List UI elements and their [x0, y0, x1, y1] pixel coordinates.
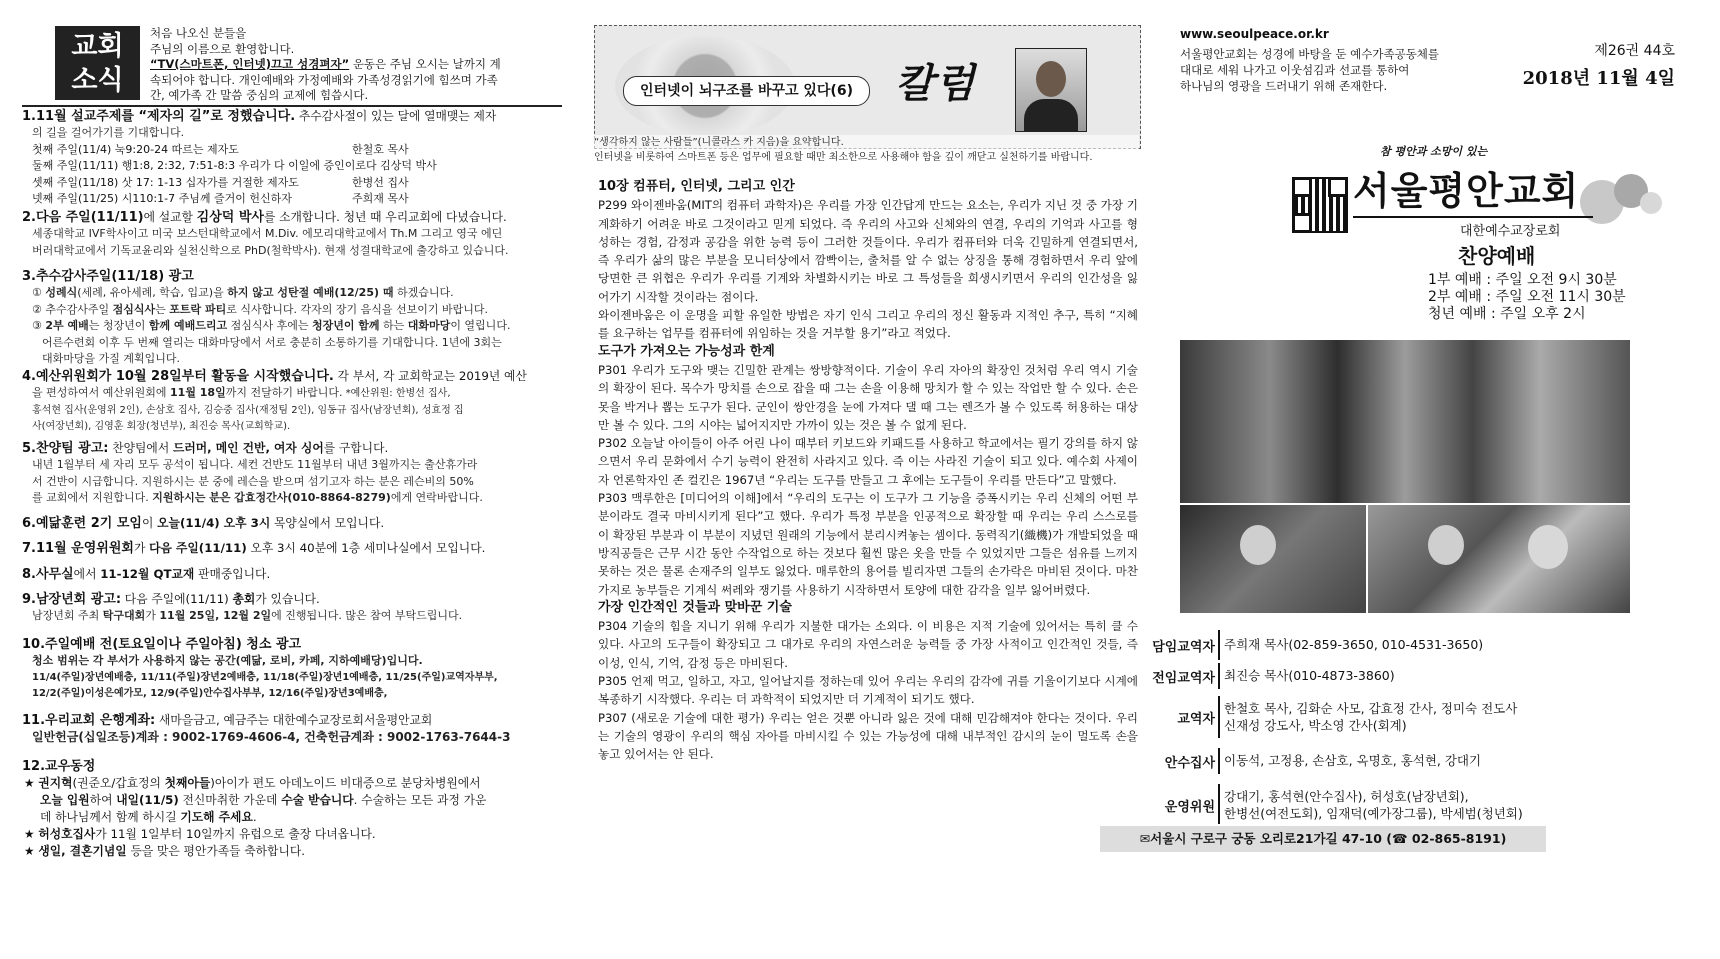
cover-panel [1139, 0, 1720, 959]
staff-row-committee: 운영위원 강대기, 홍석현(안수집사), 허성호(남장년회), 한병선(여전도회), 임재덕(예가장그룹), 박세범(청년회) [1180, 784, 1680, 824]
mission-statement: 서울평안교회는 성경에 바탕을 둔 예수가족공동체를 대대로 세워 나가고 이웃섬김과 선교를 통하여 하나님의 영광을 드러내기 위해 존재한다. [1180, 47, 1440, 93]
news-item-9: 9.남장년회 광고: 다음 주일에(11/11) 총회가 있습니다. 남장년회 주최 탁구대회가 11월 25일, 12월 2일에 진행됩니다. 많은 참여 부탁드립니다. [22, 592, 463, 622]
staff-divider [1218, 630, 1220, 660]
news-item-10: 10.주일예배 전(토요일이나 주일아침) 청소 광고 청소 범위는 각 부서가 사용하지 않는 공간(예닮, 로비, 카페, 지하예배당)입니다. 11/4(주일)장년예배층, 11/11(주일)장년2예배층, 11/18(주일)장년1예배층, 11/25(주일)교역자부부, 12/2(주일)이성은예가모, 12/9(주일)안수집사부부, 12/16(주일)장년3예배층, [22, 637, 498, 699]
news-item-11: 11.우리교회 은행계좌: 새마을금고, 예금주는 대한예수교장로회서울평안교회 일반헌금(십일조등)계좌 : 9002-1769-4606-4, 건축헌금계좌 : 9002-1763-7644-3 [22, 713, 511, 744]
column-article [598, 178, 1138, 764]
author-suit-shape [1024, 99, 1078, 131]
news-item-6: 6.예닮훈련 2기 모임이 오늘(11/4) 오후 3시 목양실에서 모입니다. [22, 516, 385, 531]
section-heading: 10장 컴퓨터, 인터넷, 그리고 인간 [598, 179, 795, 194]
section-heading: 도구가 가져오는 가능성과 한계 [598, 343, 775, 359]
welcome-message: 처음 나오신 분들을 주님의 이름으로 환영합니다. “TV(스마트폰, 인터넷)끄고 성경펴자” 운동은 주님 오시는 날까지 계 속되어야 합니다. 개인예배와 가정예배와 가족성경읽기에 힘쓰며 가족 간, 예가족 간 말씀 중심의 교제에 힘씁시다. [150, 26, 501, 102]
qr-code-icon [1292, 177, 1348, 233]
news-item-12: 12.교우동정 ★ 권지혁(권준오/갑효정의 첫째아들)아이가 편도 아데노이드 비대증으로 분당차병원에서 오늘 입원하여 내일(11/5) 전신마취한 가운데 수술 받습니다. 수술하는 모든 과정 가운 데 하나님께서 함께 하시길 기도해 주세요. ★ 허성호집사가 11월 1일부터 10일까지 유럽으로 출장 다녀옵니다. ★ 생일, 결혼기념일 등을 맞은 평안가족들 축하합니다. [22, 759, 487, 858]
staff-divider [1218, 748, 1220, 774]
prayer-photo-left [1180, 505, 1366, 613]
staff-row-deacons: 안수집사 이동석, 고정용, 손삼호, 옥명호, 홍석현, 강대기 [1180, 748, 1680, 774]
sermon-schedule: 첫째 주일(11/4) 눅9:20-24 따르는 제자도 한철호 목사 둘째 주일(11/11) 행1:8, 2:32, 7:51-8:3 우리가 다 이일에 증인이로다 김상덕 박사 셋째 주일(11/18) 삿 17: 1-13 십자가를 거절한 제자도 한병선 집사 넷째 주일(11/25) 시110:1-7 주님께 즐거이 헌신하자 주희재 목사 [32, 142, 437, 205]
column-panel [588, 0, 1144, 959]
staff-divider [1218, 663, 1220, 689]
news-item-1: 1.11월 설교주제를 “제자의 길”로 정했습니다. 추수감사절이 있는 달에 열매맺는 제자 의 길을 걸어가기를 기대합니다. 첫째 주일(11/4) 눅9:20-24 따르는 제자도 한철호 목사 둘째 주일(11/11) 행1:8, 2:32, 7:51-8:3 우리가 다 이일에 증인이로다 김상덕 박사 셋째 주일(11/18) 삿 17: 1-13 십자가를 거절한 제자도 한병선 집사 넷째 주일(11/25) 시110:1-7 주님께 즐거이 헌신하자 주희재 목사 [22, 108, 562, 208]
paragraph: P301 우리가 도구와 맺는 긴밀한 관계는 쌍방향적이다. 기술이 우리 자아의 확장인 것처럼 우리 역시 기술의 확장이 된다. 목수가 망치를 손으로 잡을 때 그는 손을 이용해 망치가 할 수 있는 작업만 할 수 있다. 손은 못을 박거나 뽑는 도구가 된다. 군인이 쌍안경을 눈에 가져다 댈 때 그는 렌즈가 볼 수 있도록 허용하는 대상만 볼 수 있다. 그의 시야는 넓어지지만 가까이 있는 것은 볼 수 없게 된다. [598, 362, 1138, 432]
logo-circles-icon [1580, 170, 1670, 230]
staff-divider [1218, 696, 1220, 738]
column-banner [594, 25, 1141, 149]
column-title: 칼럼 [895, 60, 977, 107]
website-url: www.seoulpeace.or.kr [1180, 27, 1329, 41]
paragraph: P304 기술의 힘을 지니기 위해 우리가 지불한 대가는 소외다. 이 비용은 지적 기술에 있어서는 특히 클 수 있다. 사고의 도구들이 확장되고 그 대가로 우리의 자연스러운 능력들 중 가장 사적이고 인간적인 것들, 즉 이성, 인식, 기억, 감정 등은 마비된다. [598, 619, 1138, 670]
staff-row-associate-pastor: 전임교역자 최진승 목사(010-4873-3860) [1180, 663, 1680, 689]
paragraph: P303 맥루한은 [미디어의 이해]에서 “우리의 도구는 이 도구가 그 기능을 증폭시키는 우리 신체의 어떤 부분이라도 결국 마비시키게 된다”고 했다. 우리가 특정 부분을 인공적으로 확장할 때 우리는 우리 스스로를 이 확장된 부분과 이 부분이 지녔던 원래의 기능에서 분리시켜놓는 셈이다. 동력직기(織機)가 개발되었을 때 방직공들은 근무 시간 동안 수작업으로 하는 것보다 훨씬 많은 옷을 만들 수 있었지만 그들은 섬유를 느끼지 못하는 것은 물론 손재주의 일부도 잃었다. 매루한의 용어를 빌리자면 그들의 손가락은 마비된 것이다. 마찬가지로 농부들은 기계식 써레와 쟁기를 사용하기 시작하면서 토양에 대한 감각을 일부 잃어버렸다. [598, 491, 1138, 597]
staff-divider [1218, 784, 1220, 824]
staff-row-ministers: 교역자 한철호 목사, 김화순 사모, 갑효정 간사, 정미숙 전도사 신재성 강도사, 박소영 간사(회계) [1180, 696, 1680, 738]
news-item-3: 3.추수감사주일(11/18) 광고 ① 성례식(세례, 유아세례, 학습, 입교)을 하지 않고 성탄절 예배(12/25) 때 하겠습니다. ② 추수감사주일 점심식사는 포트락 파티로 식사합니다. 각자의 장기 음식을 선보이기 바랍니다. ③ 2부 예배는 청장년이 함께 예배드리고 점심식사 후에는 청장년이 함께 하는 대화마당이 열립니다. 어른수련회 이후 두 번째 열리는 대화마당에서 서로 충분히 소통하기를 기대합니다. 1년에 3회는 대화마당을 가질 계획입니다. [22, 269, 511, 365]
paragraph: P299 와이젠바움(MIT의 컴퓨터 과학자)은 우리를 가장 인간답게 만드는 요소는, 우리가 지닌 것 중 가장 기계화하기 어려운 바로 그것이라고 믿게 되었다. 즉 우리의 사고와 신체와의 연결, 우리의 기억과 사고를 형성하는 경험, 감정과 공감을 위한 능력 등이 그러한 것들이다. 우리가 컴퓨터와 더욱 긴밀하게 연결되면서, 즉 우리가 삶의 많은 부분을 모니터상에서 깜빡이는, 출처를 알 수 없는 상징을 통해 경험하면서 우리 앞에 당면한 큰 위협은 우리가 우리를 기계와 차별화시키는 바로 그 특성들을 희생시키면서 우리의 인간성을 잃어가기 시작할 것이라는 점이다. [598, 198, 1138, 304]
church-tagline: 참 평안과 소망이 있는 [1380, 145, 1488, 158]
section-heading: 가장 인간적인 것들과 맞바꾼 기술 [598, 599, 792, 615]
author-photo [1015, 48, 1087, 132]
bulletin-date: 2018년 11월 4일 [1522, 68, 1675, 89]
service-title: 찬양예배 [1458, 244, 1536, 268]
children-prayer-photo [1368, 505, 1630, 613]
news-item-5: 5.찬양팀 광고: 찬양팀에서 드러머, 메인 건반, 여자 싱어를 구합니다. 내년 1월부터 세 자리 모두 공석이 됩니다. 세컨 건반도 11월부터 내년 3월까지는 출산휴가라 서 건반이 시급합니다. 지원하시는 분 중에 레슨을 받으며 섬기고자 하는 분은 레슨비의 50% 를 교회에서 지원합니다. 지원하시는 분은 갑효정간사(010-8864-8279)에게 연락바랍니다. [22, 441, 483, 504]
news-item-4: 4.예산위원회가 10월 28일부터 활동을 시작했습니다. 각 부서, 각 교회학교는 2019년 예산 을 편성하여서 예산위원회에 11월 18일까지 전달하기 바랍니다. *예산위원: 한병선 집사, 홍석현 집사(운영위 2인), 손삼호 집사, 김승중 집사(재정팀 2인), 임동규 집사(남장년회), 성효정 집 사(여장년회), 김영훈 회장(청년부), 최진승 목사(교회학교). [22, 369, 527, 432]
church-news-title: 교회 소식 [55, 26, 140, 100]
volume-number: 제26권 44호 [1594, 43, 1675, 59]
church-logo: 서울평안교회 [1353, 169, 1580, 213]
staff-row-senior-pastor: 담임교역자 주희재 목사(02-859-3650, 010-4531-3650) [1180, 630, 1680, 660]
author-head-shape [1036, 61, 1066, 97]
congregation-photo [1180, 340, 1630, 503]
logo-underline [1353, 216, 1593, 218]
denomination: 대한예수교장로회 [1460, 224, 1561, 239]
header-divider [22, 105, 562, 107]
paragraph: 와이젠바움은 이 운명을 피할 유일한 방법은 자기 인식 그리고 우리의 정신 활동과 지적인 추구, 특히 “지혜를 요구하는 업무를 컴퓨터에 위임하는 것을 거부할 용기”라고 적었다. [598, 308, 1138, 341]
column-caption: 인터넷이 뇌구조를 바꾸고 있다(6) [623, 76, 870, 106]
church-news-panel [0, 0, 565, 959]
service-times: 1부 예배 : 주일 오전 9시 30분 2부 예배 : 주일 오전 11시 30분 청년 예배 : 주일 오후 2시 [1428, 272, 1626, 322]
church-address: ✉서울시 구로구 궁동 오리로21가길 47-10 (☎ 02-865-8191) [1100, 826, 1546, 852]
news-item-7: 7.11월 운영위원회가 다음 주일(11/11) 오후 3시 40분에 1층 세미나실에서 모입니다. [22, 541, 486, 556]
paragraph: P302 오늘날 아이들이 아주 어린 나이 때부터 키보드와 키패드를 사용하고 학교에서는 필기 강의를 하지 않으면서 우리 문화에서 수기 능력이 완전히 사라지고 있다. 즉 이는 사라진 기술이 되고 있다. 예수회 사제이자 언론학자인 존 컬킨은 1967년 “우리는 도구를 만들고 그 후에는 도구들이 우리를 만든다”고 말했다. [598, 436, 1138, 487]
paragraph: P305 언제 먹고, 일하고, 자고, 일어날지를 정하는데 있어 우리는 우리의 감각에 귀를 기울이기보다 시계에 복종하기 시작했다. 우리는 더 과학적이 되었지만 더 기계적이 되기도 했다. [598, 674, 1138, 707]
column-intro: “생각하지 않는 사람들”(니콜라스 카 지음)을 요약합니다. 인터넷을 비롯하여 스마트폰 등은 업무에 필요할 때만 최소한으로 사용해야 함을 깊이 깨닫고 실천하기를 바랍니다. [594, 135, 1139, 165]
news-item-8: 8.사무실에서 11-12월 QT교재 판매중입니다. [22, 567, 271, 582]
paragraph: P307 (새로운 기술에 대한 평가) 우리는 얻은 것뿐 아니라 잃은 것에 대해 민감해져야 한다는 것이다. 우리는 기술의 영광이 우리의 핵심 자아를 마비시킬 수 있는 가능성에 대해 내부적인 감시의 눈이 멀도록 손을 놓고 있어서는 안 된다. [598, 710, 1138, 762]
news-item-2: 2.다음 주일(11/11)에 설교할 김상덕 박사를 소개합니다. 청년 때 우리교회에 다녔습니다. 세종대학교 IVF학사이고 미국 보스턴대학교에서 M.Div. 에모리대학교에서 Th.M 그리고 영국 에딘 버러대학교에서 기독교윤리와 실천신학으로 PhD(철학박사). 현재 성결대학교에 출강하고 있습니다. [22, 210, 509, 257]
